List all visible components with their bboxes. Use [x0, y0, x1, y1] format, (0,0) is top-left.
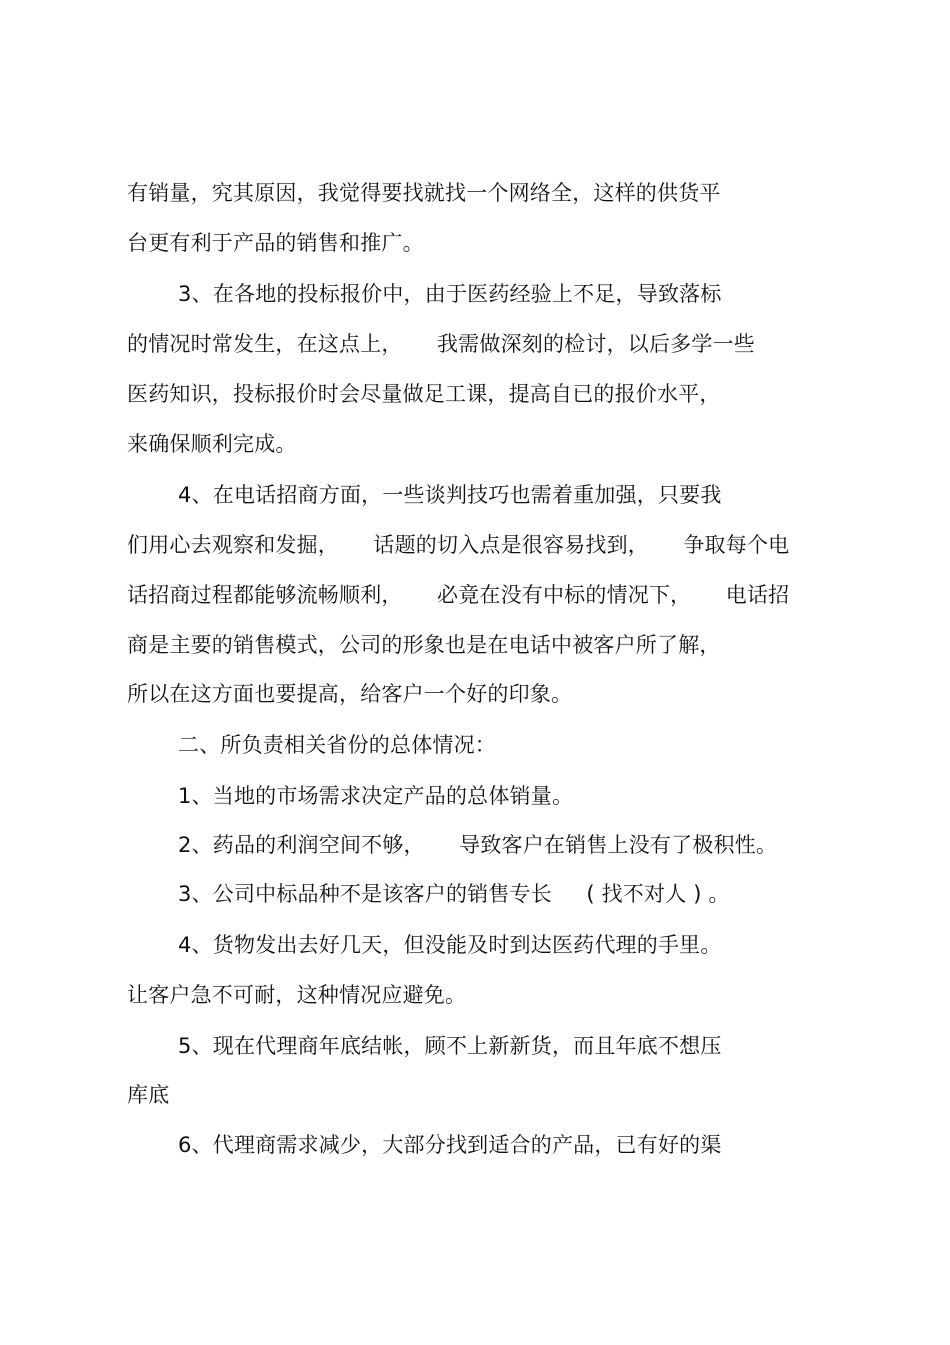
paragraph-line: 医药知识，投标报价时会尽量做足工课，提高自已的报价水平，: [127, 382, 721, 406]
list-item: 3、公司中标品种不是该客户的销售专长 ( 找不对人 ) 。: [178, 882, 730, 906]
paragraph-line: 们用心去观察和发掘， 话题的切入点是很容易找到， 争取每个电: [127, 533, 790, 557]
paragraph-line: 所以在这方面也要提高，给客户一个好的印象。: [127, 682, 573, 706]
section-heading: 二、所负责相关省份的总体情况：: [178, 733, 496, 757]
list-item: 2、药品的利润空间不够， 导致客户在销售上没有了极积性。: [178, 833, 778, 857]
list-item: 1、当地的市场需求决定产品的总体销量。: [178, 784, 574, 808]
paragraph-line: 有销量，究其原因，我觉得要找就找一个网络全，这样的供货平: [127, 181, 721, 205]
paragraph-line: 让客户急不可耐，这种情况应避免。: [127, 983, 467, 1007]
list-item: 6、代理商需求减少，大部分找到适合的产品，已有好的渠: [178, 1133, 722, 1157]
paragraph-line: 库底: [127, 1083, 170, 1107]
paragraph-line: 3、在各地的投标报价中，由于医药经验上不足，导致落标: [178, 282, 722, 306]
paragraph-line: 4、在电话招商方面，一些谈判技巧也需着重加强，只要我: [178, 483, 722, 507]
list-item: 5、现在代理商年底结帐，顾不上新新货，而且年底不想压: [178, 1034, 722, 1058]
paragraph-line: 话招商过程都能够流畅顺利， 必竟在没有中标的情况下， 电话招: [127, 583, 790, 607]
paragraph-line: 的情况时常发生，在这点上， 我需做深刻的检讨，以后多学一些: [127, 332, 755, 356]
list-item: 4、货物发出去好几天，但没能及时到达医药代理的手里。: [178, 933, 722, 957]
paragraph-line: 商是主要的销售模式，公司的形象也是在电话中被客户所了解，: [127, 633, 721, 657]
paragraph-line: 来确保顺利完成。: [127, 432, 297, 456]
paragraph-line: 台更有利于产品的销售和推广。: [127, 231, 424, 255]
